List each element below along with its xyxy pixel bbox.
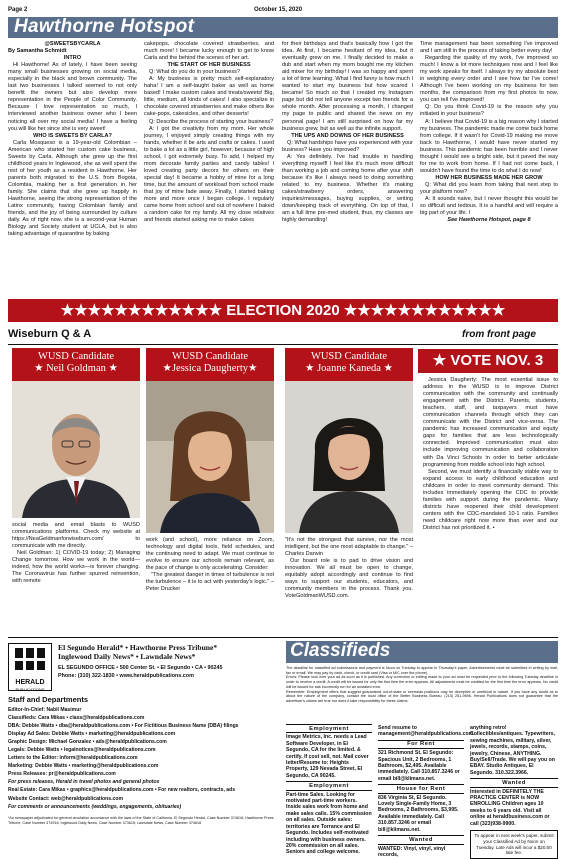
kaneda-paragraph: "It's not the strongest that survive, nor the most intelligent, but the one most adaptable to change." – Charles Darwin [285,537,413,558]
ad-heading: Employment [286,724,372,733]
logo-word: HERALD [15,679,45,686]
from-front-page: from front page [462,329,536,340]
divider [8,344,558,345]
staff-item[interactable]: Website Contact: web@heraldpublications.com [8,795,123,802]
ad-heading: House for Rent [378,784,464,793]
staff-item[interactable]: Legals: Debbie Watts • legalnotices@heraldpublications.com [8,747,156,754]
papers-line: El Segundo Herald* • Hawthorne Press Tribune* [58,643,218,652]
hotspot-paragraph: for their birthdays and that's basically how I got the idea. At first, I became hesitant of my idea, but it eventually grew on me. I finally decided to make a dub and start when my mom bought me my kitchen aid mixer for my birthday! I was so happy and spent a lot of time learning. What I find funny is how much I wanted to start my business but how scared I became! So much so that I created my Instagram page but did not tell anyone except two friends for a whole month. After processing a month, I changed my page to public and shared the news on my personal page! I am still surprised on how far my business grew, but as well as the infinite support. [282,41,413,132]
daugherty-text [146,537,274,632]
hotspot-question: Q: What do you do in your business? [149,69,240,76]
masthead-phone[interactable]: Phone: (310) 322-1830 • www.heraldpublications.com [58,673,194,679]
issue-date: October 15, 2020 [254,7,303,13]
classifieds-rules: Errors: Please look over your ad as soon as it is published. Any correction or editing made to your ad must be requested prior to the following Tuesday deadline in order to receive a credit. A credit will be issued for only the first time the error appears. All adjustments must be credited for the first time the error appears. No credit will be issued for ads incorrectly run for an unstated error. [286,675,558,689]
staff-item[interactable]: DBA: Debbie Watts • dba@heraldpublications.com • For Fictitious Business Name (DBA) filings [8,723,239,730]
kaneda-text [285,537,413,632]
kaneda-photo [285,381,413,533]
staff-item: For press releases, Herald in travel photos and general photos [8,779,160,786]
staff-item[interactable]: Press Releases: pr@heraldpublications.com [8,771,116,778]
papers-line: Inglewood Daily News* • Lawndale News* [58,652,196,661]
continued-paragraph: Second, we must identify a financially stable way to expand access to early childhood education and childcare in order to meet community demand. This includes immediately opening the CDC to provide families with support during the pandemic. Many districts have reopened their child development centers with the CDC-mandated 10-1 ratio. Families need childcare right now more than ever and our District has not prioritized it. • [423,468,558,531]
hotspot-column-4 [420,41,558,295]
hotspot-column-2 [144,41,274,295]
intro-heading: INTRO [63,55,82,62]
hotspot-answer: A: I believe that Covid-19 is a big reason why I started my business. The pandemic made me come back home from college. If it wasn't for Covid-19 making me move back to Hawthorne, I would have never started my business. This pandemic has been horrible and I never thought I would see a bright side, but it paved the way for me to work from home. If I had not come back, I wouldn't have found the time to do what I do now! [420,118,558,174]
candidate-name: ★Jessica Daugherty★ [162,363,258,374]
staff-list [8,706,280,811]
staff-item[interactable]: Marketing: Debbie Watts • marketing@heraldpublications.com [8,763,159,770]
candidate-name: ★ Neil Goldman ★ [34,363,118,374]
hotspot-answer: A: It sounds naive, but I never thought this would be so difficult and tedious. It is a handful and will require a big part of your life. I [420,196,558,217]
candidate-role: WUSD Candidate [310,351,388,362]
masthead-footnote: *An newspaper adjudicated for general circulation accordance with the laws of the State of California. El Segundo Herald, Case Number 374616; Hawthorne Press Tribune, Case Number 374916; Inglewood Daily News, Case Number 373615; Lawndale News, Case Number 374618 [8,816,274,825]
continued-paragraph: Jessica Daugherty: The most essential issue to address in the WUSD is to improve District communication with the community and continually engagement with the District. Parents, students, teachers, staff, and taxpayers must have communication channels through which they can communicate with the District and vice-versa. The pandemic has increased communication and equity gaps for families that are less technologically connected. Improved communication must also include improving communication and collaboration with Da Vinci Schools in order to better articulate programming from middle school into high school. [423,377,558,468]
ad-text: 836 Virginia St, El Segundo. Lovely Single-Family Home, 3 Bedrooms, 2 Bathrooms, $3,995. Available immediately. Call 310.857.3246 or email bill@klimans.net. [378,794,459,833]
ad-heading: Employment [286,781,372,790]
staff-heading: Staff and Departments [8,695,89,704]
hotspot-paragraph: Carla Mosqueso is a 19-year-old Colombian – American who started her custom cake business, Sweets by Carla. Although she grew up the first childhood years in Inglewood, she as well spent the rest of her youth as a resident in Hawthorne. Her parents both migrated to the U.S. from Bogota, Colombia, making her a first generation in her family. She claims that she grew up happily in Hawthorne, seeing the strong representation of the Latinx community, having Colombian family and friends, and the joy of being surrounded by culture daily. As of right now, she is a second-year Human Biology and Society student at UCLA, but is also taking advantage of quarantine by baking [8,139,137,238]
kaneda-paragraph: Our board role is to pad to drive vision and innovation. We all must be open to change, equitably adopt accordingly and continue to find ways to support our students, educators, and community members in the process. Thank you. VoteGoldmanWUSD.com. [285,558,413,600]
start-heading: THE START OF HER BUSINESS [167,62,251,69]
classifieds-rules: Remember: Employment offers that suggest guaranteed out-of-state or overseas positions may be deceptive or unethical in nature. If you have any doubt as to about the nature of the company, contact the local office of the Better Business Bureau. (213) 251-9696. Herald Publications does not guarantee that the advertiser's claims are true nor does it take responsibility for these claims. [286,689,558,703]
page-number: Page 2 [8,7,28,13]
staff-item[interactable]: Graphic Design: Michael Gonzalez • ads@heraldpublications.com [8,739,167,746]
daugherty-paragraph: "The greatest danger in times of turbulence is not the turbulence – it is to act with yesterday's logic." – Peter Drucker [146,572,274,593]
staff-item[interactable]: Letters to the Editor: inform@heraldpublications.com [8,755,138,762]
classifieds-rules: The deadline for classified ad submissions and payment is Noon on Tuesday to appear in Thursday's paper. Advertisements must be submitted in writing by mail, fax or email. We may pay by cash, check, or credit card (Visa or M/C over the phone). [286,666,558,675]
hotspot-byline: By Samantha Schmidt [8,48,67,55]
staff-item: For comments or announcements (weddings, engagements, obituaries) [8,803,182,810]
herald-logo-mark [9,644,51,674]
ad-heading: For Rent [378,740,464,749]
hotspot-paragraph: cakepops, chocolate covered strawberries, and much more! I became lucky enough to get to know Carla and the behind the scenes of her art. [144,41,274,62]
classifieds-column-1 [286,722,372,856]
staff-item: Editor-In-Chief: Nabil Masimur [8,707,82,713]
candidate-header-kaneda [285,348,413,381]
ad-text: WANTED: Vinyl, vinyl, vinyl records, [378,845,446,858]
staff-item[interactable]: Real Estate: Cara Mikas • graphics@heraldpublications.com • For new realtors, contracts, ads [8,787,236,794]
hotspot-answer: A: Yes definitely. I've had trouble in handling everything myself! I feel like it's much more difficult than working a job and coming home after your shift because it's like I always need to doing something related to my business. Whether it's making cakes/strawberry orders, answering inquiries/messages, buying supplies, or writing down/keeping track of everything. On top of that, I am a full time pre-med student, thus, my classes are highly demanding! [282,153,413,224]
candidate-header-goldman [12,348,140,381]
hotspot-paragraph: Hi Hawthorne! As of lately, I have been seeing many small businesses growing on social media, especially in the black and brown community. The last two businesses I talked seemed to not only benefit the owners but also develop more representation in the People of Color Community. Because I love representation so much, I interviewed another business owner who I been noticing all over my social media! I have a feeling you will like her since she is very sweet! [8,62,137,132]
section-title: Hawthorne Hotspot [14,16,195,37]
ad-text: Part-time Sales. Looking for motivated part-time workers. Inside sales work from home and make sales calls. 15% commission on all sales. Outside sales: territories are Torrance and El Segundo. Includes self-motivated including with business owners. 20% commission on all sales. Seniors and college welcome. [286,791,372,856]
hotspot-column-3 [282,41,413,295]
hotspot-question: Q: What hardships have you experienced with your business? Have you improved? [282,139,413,153]
hotspot-question: Q: What did you learn from taking that next step to your platform now? [420,181,558,195]
ad-heading: Wanted [378,835,464,844]
candidate-header-daugherty [146,348,274,381]
staff-item[interactable]: Display Ad Sales: Debbie Watts • marketing@heraldpublications.com [8,731,176,738]
ups-heading: THE UPS AND DOWNS OF HER BUSINESS [291,132,404,139]
hotspot-answer: A: My business is pretty much self-explanatory haha! I am a self-taught baker as well as home based! I make custom cakes and treats/sweets! Big, little, medium, all kinds of cakes! I also specialize in chocolate covered strawberries and make others like cake-pops, cakesicles, and other desserts! [144,76,274,118]
ad-text: 321 Richmond St, El Segundo: Spacious Unit, 2 Bedrooms, 1 Bathroom, $2,495. Available immediately. Call 310.857.3246 or email bill@klimans.net. [378,750,460,782]
ad-text: Send resume to management@heraldpublications.com. [378,725,475,738]
ad-heading: Wanted [470,778,558,787]
logo-sub: PUBLICATIONS [15,687,45,692]
classifieds-column-3 [470,722,558,856]
hotspot-paragraph: Regarding the quality of my work, I've improved so much! I know a lot more techniques now and I feel like my work speaks for itself. I always try my absolute best in weighing every order and I see how far I've come! Although I've been working on my business for two months, the comparison from my first photos to now, you can tell I've improved! [420,55,558,104]
goldman-paragraph: social media and email blasts to WUSD communications platforms. Check my website at https://NeaGeldmanforwiseburn.com/ to communicate with me directly. [12,522,140,550]
qa-title: Wiseburn Q & A [8,328,92,340]
candidate-name: ★ Joanne Kaneda ★ [305,363,393,374]
daugherty-paragraph: work (and school), more reliance on Zoom, technology and digital tools, field schedules, and the continuing need to adapt. We must continue to evolve to ensure our schools remain relevant, as the pace of change is only accelerating. Consider: [146,537,274,572]
masthead-papers [58,643,280,661]
classifieds-intro [286,666,558,721]
hotspot-question: Q: Describe the process of starting your business? [149,118,274,125]
masthead-address: EL SEGUNDO OFFICE • 500 Center St. • El Segundo • CA • 90245 [58,665,223,671]
ad-text: Image Metrics, Inc. needs a Lead Software Developer, in El Segundo, CA for the limited. & certify. If cost sell, not. Mail cover letter/Resume to: Heights Property, 129 Nevada Street, El Segundo, CA 90245. [286,734,369,779]
herald-logo [8,643,52,691]
classifieds-column-2 [378,722,475,858]
classifieds-title: Classifieds [290,640,391,661]
submission-notice: To appear in next week's paper, submit your Classified Ad by Noon on Tuesday. Late Ads will incur a $20.00 late fee. [470,830,558,859]
goldman-paragraph: Neil Goldman: 1) COVID-19 today; 2) Managing Change tomorrow. How we work in the world—indeed, how the world works—is forever changing. The Coronavirus has further spurred reinvention, with remote [12,550,140,585]
hotspot-answer: A: I got the creativity from my mom. Her whole journey, I enjoyed simply creating things with my hands, whether it be arts and crafts or cakes. I used to bake a lot as a little girl, however, because of high school, I got extremely busy. To add, I helped my mom decorate family parties and candy tables! I loved creating party decors for others on their special day! It became a hobby of mine for a long time, but the amount of workload from school made that joy of mine fade away. Finally, I started baking more and more once I began college. I regularly came home from school and out of nowhere I baked a random cake for my family. All my close relatives and friends started asking me to make cakes [144,125,274,224]
goldman-photo [12,381,140,518]
grow-heading: HOW HER BUSINESS MADE HER GROW [435,174,543,181]
daugherty-photo [146,381,274,533]
hotspot-handle: @SWEETSBYCARLA [44,41,101,47]
goldman-text [12,522,140,632]
who-heading: WHO IS SWEETS BY CARLA? [33,132,112,139]
daugherty-continued [423,377,558,634]
hotspot-column-1 [8,41,137,295]
hotspot-paragraph: Time management has been something I've improved and I am still in the process of taking better every day! [420,41,558,55]
continued-jump[interactable]: See Hawthorne Hotspot, page 8 [447,217,531,224]
staff-item[interactable]: Classifieds: Cara Mikas • class@heraldpublications.com [8,715,145,722]
ad-text: Interested in DEFINITELY THE PRACTICE CENTER is NOW ENROLLING Children ages 10 weeks to 6 years old. Visit all online at heraldbusiness.com or call (323)938-9900. [470,788,550,827]
ad-text: anything retro! Collectibles/antiques. Typewriters, sewing machines, military, silver, jewels, records, stamps, coins, jewelry, Chinese, ANYTHING. Buy/Sell/Trade. We will pay you on EBAY. Studio Antiques, El Segundo. 310.322.3966. [470,725,555,776]
vote-banner-text: ★ VOTE NOV. 3 [432,352,544,369]
candidate-role: WUSD Candidate [37,351,115,362]
divider [8,637,558,638]
election-banner-text: ★★★★★★★★★★★★ ELECTION 2020 ★★★★★★★★★★★★ [60,302,506,319]
hotspot-question: Q: Do you think Covid-19 is the reason why you initiated in your business? [420,104,558,118]
candidate-role: WUSD Candidate [171,351,249,362]
